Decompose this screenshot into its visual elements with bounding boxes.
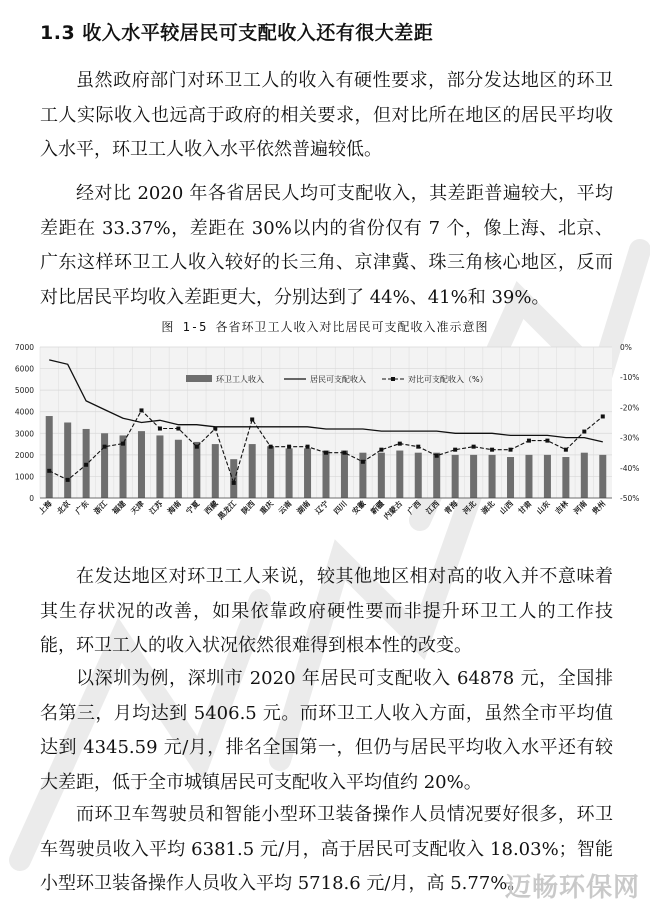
point-percentage-gap — [601, 414, 605, 418]
x-category-label: 广西 — [405, 499, 423, 517]
bar-sanitation-income — [562, 457, 569, 498]
paragraph-3: 在发达地区对环卫工人来说，较其他地区相对高的收入并不意味着其生存状况的改善，如果依靠政府硬性要而非提升环卫工人的工作技能，环卫工人的收入状况依然很难得到根本性的改变。 — [40, 566, 613, 656]
x-category-label: 四川 — [331, 499, 349, 517]
point-percentage-gap — [490, 448, 494, 452]
point-percentage-gap — [269, 445, 273, 449]
bar-sanitation-income — [359, 453, 366, 498]
y-left-tick-label: 4000 — [14, 407, 34, 417]
x-category-label: 江西 — [424, 499, 442, 517]
x-category-label: 新疆 — [368, 499, 386, 517]
x-category-label: 天津 — [128, 499, 146, 517]
bar-sanitation-income — [396, 451, 403, 498]
site-watermark: 迈畅环保网 — [504, 873, 640, 903]
bar-sanitation-income — [101, 433, 108, 498]
x-category-label: 湖北 — [479, 499, 497, 517]
legend-swatch-marker — [391, 377, 395, 381]
y-left-tick-label: 6000 — [14, 364, 34, 374]
bar-sanitation-income — [489, 455, 496, 498]
bar-sanitation-income — [581, 453, 588, 498]
bar-sanitation-income — [544, 455, 551, 498]
paragraph-4: 以深圳为例，深圳市 2020 年居民可支配收入 64878 元，全国排名第三，月均达到 5406.5 元。而环卫工人收入方面，虽然全市平均值达到 4345.59 元/月，排名全国第一，但仍与居民平均收入水平还有较大差距，低于全市城镇居民可支配收入平均值约 20%。 — [40, 668, 613, 793]
y-left-tick-label: 1000 — [14, 472, 34, 482]
x-category-label: 青海 — [442, 499, 460, 517]
point-percentage-gap — [232, 481, 236, 485]
point-percentage-gap — [66, 478, 70, 482]
bar-sanitation-income — [286, 448, 293, 498]
bar-sanitation-income — [599, 455, 606, 498]
bar-sanitation-income — [452, 455, 459, 498]
bar-sanitation-income — [433, 453, 440, 498]
point-percentage-gap — [306, 445, 310, 449]
point-percentage-gap — [472, 445, 476, 449]
figure-caption: 图 1-5 各省环卫工人收入对比居民可支配收入准示意图 — [161, 320, 489, 334]
x-category-label: 山西 — [497, 499, 515, 517]
bar-sanitation-income — [175, 440, 182, 498]
x-category-label: 河北 — [461, 499, 479, 517]
paragraph-1: 虽然政府部门对环卫工人的收入有硬性要求，部分发达地区的环卫工人实际收入也远高于政府的相关要求，但对比所在地区的居民平均收入水平，环卫工人收入水平依然普遍较低。 — [40, 70, 613, 160]
bar-sanitation-income — [193, 442, 200, 498]
point-percentage-gap — [545, 439, 549, 443]
income-comparison-chart — [0, 335, 650, 535]
y-right-tick-label: 0% — [620, 343, 632, 352]
point-percentage-gap — [324, 451, 328, 455]
x-category-label: 重庆 — [258, 499, 276, 517]
y-left-tick-label: 7000 — [14, 343, 34, 352]
y-left-tick-label: 2000 — [14, 450, 34, 460]
bar-sanitation-income — [267, 446, 274, 498]
point-percentage-gap — [398, 442, 402, 446]
bar-sanitation-income — [230, 459, 237, 498]
x-category-label: 浙江 — [92, 499, 109, 517]
point-percentage-gap — [582, 430, 586, 434]
point-percentage-gap — [416, 445, 420, 449]
x-category-label: 河南 — [571, 499, 589, 517]
x-category-label: 广东 — [73, 499, 91, 517]
y-right-tick-label: -30% — [620, 433, 640, 443]
bar-sanitation-income — [304, 448, 311, 498]
bar-sanitation-income — [156, 435, 163, 498]
point-percentage-gap — [103, 445, 107, 449]
x-category-label: 云南 — [276, 499, 294, 517]
bar-sanitation-income — [138, 431, 145, 498]
bar-sanitation-income — [415, 453, 422, 498]
x-category-label: 江苏 — [147, 499, 165, 517]
y-right-tick-label: -20% — [620, 403, 640, 413]
y-left-tick-label: 5000 — [14, 386, 34, 396]
paragraph-2: 经对比 2020 年各省居民人均可支配收入，其差距普遍较大，平均差距在 33.37%，差距在 30%以内的省份仅有 7 个，像上海、北京、广东这样环卫工人收入较好的长三角、京津冀、珠三角核心地区，反而对比居民平均收入差距更大，分别达到了 44%、41%和 39%。 — [40, 183, 613, 308]
x-category-label: 辽宁 — [313, 499, 331, 517]
point-percentage-gap — [509, 448, 513, 452]
legend-label-dashed: 对比可支配收入（%） — [408, 375, 488, 384]
point-percentage-gap — [361, 460, 365, 464]
point-percentage-gap — [139, 408, 143, 412]
y-right-tick-label: -50% — [620, 494, 640, 503]
x-category-label: 西藏 — [202, 499, 220, 517]
x-category-label: 湖南 — [294, 499, 312, 517]
bar-sanitation-income — [341, 451, 348, 498]
x-category-label: 海南 — [165, 499, 183, 517]
point-percentage-gap — [158, 427, 162, 431]
bar-sanitation-income — [525, 455, 532, 498]
point-percentage-gap — [121, 442, 125, 446]
y-right-tick-label: -10% — [620, 373, 640, 383]
x-category-label: 吉林 — [553, 499, 571, 517]
x-category-label: 宁夏 — [184, 499, 202, 517]
point-percentage-gap — [435, 454, 439, 458]
bar-sanitation-income — [46, 416, 53, 498]
x-category-label: 贵州 — [590, 499, 608, 517]
point-percentage-gap — [195, 445, 199, 449]
point-percentage-gap — [453, 448, 457, 452]
x-category-label: 北京 — [55, 499, 73, 517]
section-heading: 1.3 收入水平较居民可支配收入还有很大差距 — [40, 22, 434, 44]
bar-sanitation-income — [507, 457, 514, 498]
point-percentage-gap — [176, 427, 180, 431]
paragraph-5: 而环卫车驾驶员和智能小型环卫装备操作人员情况要好很多，环卫车驾驶员收入平均 6381.5 元/月，高于居民可支配收入 18.03%；智能小型环卫装备操作人员收入平均 5718.6 元/月，高 5.77%。 — [40, 804, 613, 894]
bar-sanitation-income — [64, 423, 71, 499]
x-category-label: 福建 — [110, 499, 128, 517]
y-left-tick-label: 0 — [29, 494, 34, 503]
x-category-label: 内蒙古 — [381, 499, 405, 522]
x-category-label: 黑龙江 — [215, 499, 239, 522]
x-category-label: 上海 — [36, 499, 54, 517]
point-percentage-gap — [287, 445, 291, 449]
legend-label-bar: 环卫工人收入 — [216, 375, 264, 384]
point-percentage-gap — [379, 448, 383, 452]
point-percentage-gap — [250, 417, 254, 421]
point-percentage-gap — [564, 448, 568, 452]
legend-label-line: 居民可支配收入 — [310, 375, 366, 384]
x-category-label: 陕西 — [239, 499, 257, 517]
point-percentage-gap — [342, 451, 346, 455]
x-category-label: 山东 — [534, 499, 552, 517]
bar-sanitation-income — [212, 444, 219, 498]
legend-swatch-bar — [186, 375, 212, 382]
point-percentage-gap — [84, 463, 88, 467]
bar-sanitation-income — [322, 451, 329, 498]
bar-sanitation-income — [470, 455, 477, 498]
point-percentage-gap — [47, 469, 51, 473]
y-right-tick-label: -40% — [620, 463, 640, 473]
y-left-tick-label: 3000 — [14, 429, 34, 439]
point-percentage-gap — [213, 427, 217, 431]
bar-sanitation-income — [378, 453, 385, 498]
bar-sanitation-income — [249, 444, 256, 498]
x-category-label: 甘肃 — [516, 499, 534, 517]
x-category-label: 安徽 — [350, 499, 368, 517]
point-percentage-gap — [527, 439, 531, 443]
